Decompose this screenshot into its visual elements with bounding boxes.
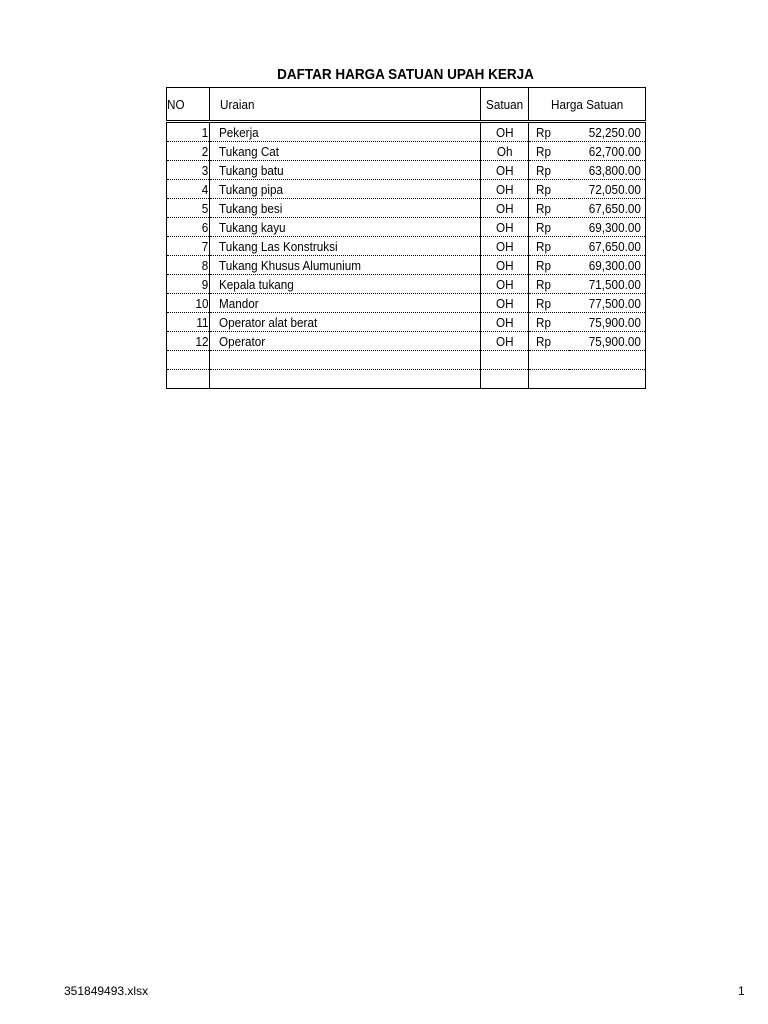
- cell-uraian: Tukang Khusus Alumunium: [210, 256, 481, 275]
- cell-uraian: Operator alat berat: [210, 313, 481, 332]
- cell-harga: 63,800.00: [569, 161, 646, 180]
- header-uraian: Uraian: [210, 88, 481, 122]
- cell-no: 7: [167, 237, 210, 256]
- cell-harga: 52,250.00: [569, 122, 646, 142]
- footer-page-number: 1: [738, 984, 745, 998]
- cell-uraian: Tukang Cat: [210, 142, 481, 161]
- cell-currency: Rp: [529, 142, 569, 161]
- cell-satuan: OH: [481, 294, 529, 313]
- cell-no: 9: [167, 275, 210, 294]
- cell-no: 4: [167, 180, 210, 199]
- table-row: [167, 142, 646, 161]
- cell-currency: Rp: [529, 275, 569, 294]
- cell-currency: Rp: [529, 161, 569, 180]
- cell-currency: Rp: [529, 199, 569, 218]
- cell-uraian: Pekerja: [210, 122, 481, 142]
- cell-no: 11: [167, 313, 210, 332]
- cell-harga: 69,300.00: [569, 256, 646, 275]
- table-row: [167, 218, 646, 237]
- cell-satuan: OH: [481, 275, 529, 294]
- footer-filename: 351849493.xlsx: [64, 984, 149, 998]
- cell-satuan: Oh: [481, 142, 529, 161]
- table-row-empty: [167, 351, 646, 370]
- cell-satuan: OH: [481, 332, 529, 351]
- cell-satuan: OH: [481, 199, 529, 218]
- cell-uraian: Kepala tukang: [210, 275, 481, 294]
- cell-no: 3: [167, 161, 210, 180]
- cell-uraian: Operator: [210, 332, 481, 351]
- cell-empty: [481, 351, 529, 370]
- cell-empty: [569, 370, 646, 389]
- cell-harga: 67,650.00: [569, 199, 646, 218]
- cell-empty: [210, 370, 481, 389]
- cell-satuan: OH: [481, 313, 529, 332]
- cell-harga: 62,700.00: [569, 142, 646, 161]
- cell-empty: [529, 370, 569, 389]
- table-header-row: [167, 88, 646, 122]
- cell-currency: Rp: [529, 180, 569, 199]
- cell-uraian: Tukang pipa: [210, 180, 481, 199]
- table-row: [167, 180, 646, 199]
- cell-harga: 69,300.00: [569, 218, 646, 237]
- cell-no: 12: [167, 332, 210, 351]
- cell-currency: Rp: [529, 294, 569, 313]
- table-row: [167, 199, 646, 218]
- cell-empty: [167, 351, 210, 370]
- cell-no: 8: [167, 256, 210, 275]
- cell-uraian: Tukang kayu: [210, 218, 481, 237]
- cell-empty: [210, 351, 481, 370]
- cell-no: 1: [167, 122, 210, 142]
- cell-satuan: OH: [481, 237, 529, 256]
- cell-currency: Rp: [529, 313, 569, 332]
- cell-satuan: OH: [481, 256, 529, 275]
- cell-currency: Rp: [529, 237, 569, 256]
- cell-harga: 72,050.00: [569, 180, 646, 199]
- cell-satuan: OH: [481, 161, 529, 180]
- cell-satuan: OH: [481, 180, 529, 199]
- table-body: [167, 122, 646, 389]
- cell-no: 6: [167, 218, 210, 237]
- cell-satuan: OH: [481, 122, 529, 142]
- cell-currency: Rp: [529, 332, 569, 351]
- header-harga-satuan: Harga Satuan: [529, 88, 646, 122]
- cell-harga: 77,500.00: [569, 294, 646, 313]
- cell-harga: 71,500.00: [569, 275, 646, 294]
- cell-satuan: OH: [481, 218, 529, 237]
- cell-harga: 75,900.00: [569, 332, 646, 351]
- table-row: [167, 237, 646, 256]
- cell-currency: Rp: [529, 218, 569, 237]
- table-row: [167, 256, 646, 275]
- cell-currency: Rp: [529, 256, 569, 275]
- header-no: NO: [167, 88, 210, 122]
- cell-uraian: Tukang batu: [210, 161, 481, 180]
- cell-empty: [569, 351, 646, 370]
- cell-uraian: Tukang besi: [210, 199, 481, 218]
- cell-empty: [529, 351, 569, 370]
- table-row: [167, 275, 646, 294]
- table-row: [167, 294, 646, 313]
- cell-empty: [481, 370, 529, 389]
- cell-no: 2: [167, 142, 210, 161]
- table-row: [167, 122, 646, 142]
- table-row: [167, 313, 646, 332]
- wage-price-table: [166, 87, 646, 389]
- table-row: [167, 332, 646, 351]
- table-row-empty: [167, 370, 646, 389]
- cell-uraian: Mandor: [210, 294, 481, 313]
- cell-harga: 75,900.00: [569, 313, 646, 332]
- cell-no: 5: [167, 199, 210, 218]
- cell-currency: Rp: [529, 122, 569, 142]
- cell-no: 10: [167, 294, 210, 313]
- header-satuan: Satuan: [481, 88, 529, 122]
- table-row: [167, 161, 646, 180]
- document-title: DAFTAR HARGA SATUAN UPAH KERJA: [277, 66, 534, 83]
- cell-harga: 67,650.00: [569, 237, 646, 256]
- cell-empty: [167, 370, 210, 389]
- cell-uraian: Tukang Las Konstruksi: [210, 237, 481, 256]
